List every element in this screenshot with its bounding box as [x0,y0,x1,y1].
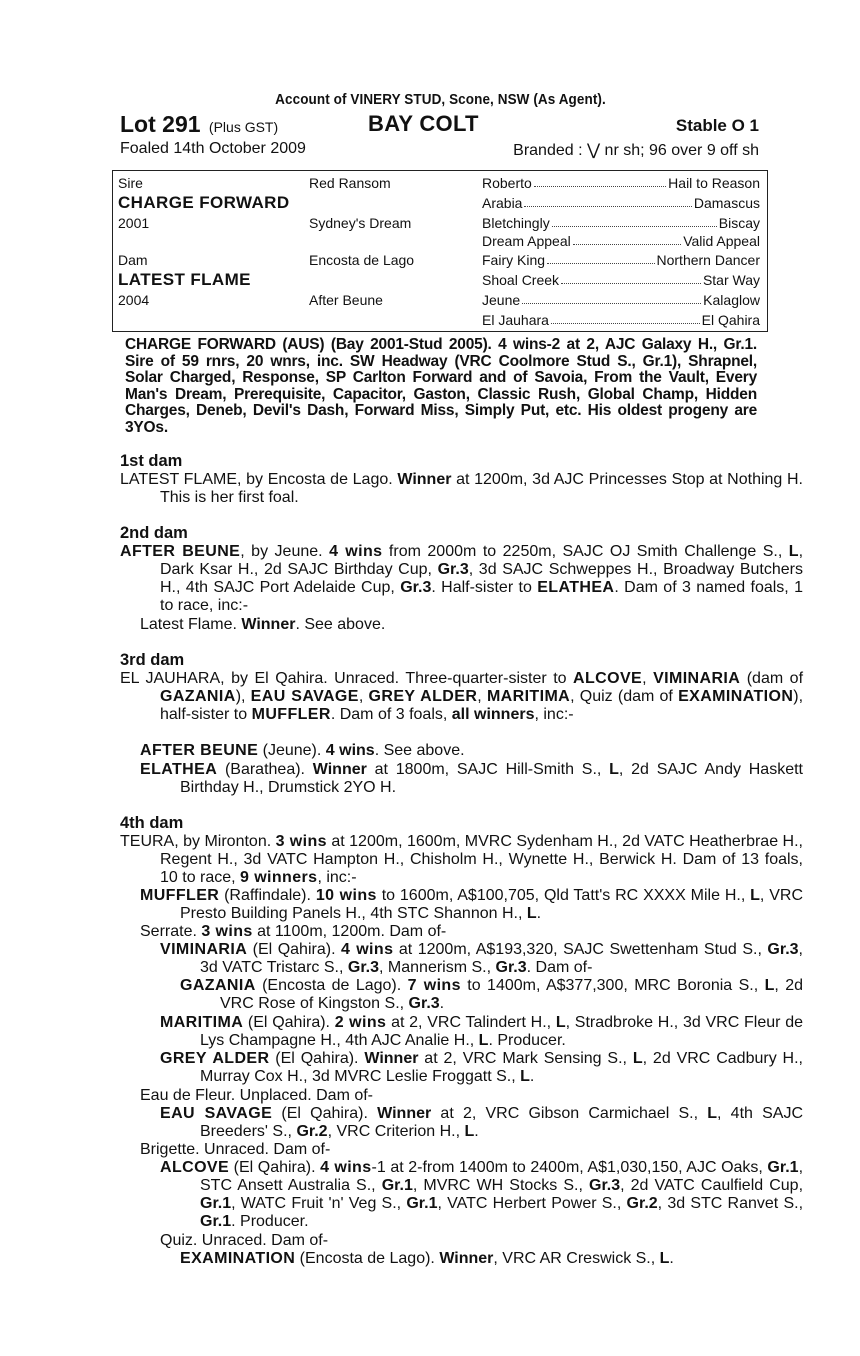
produce-entry: EAU SAVAGE (El Qahira). Winner at 2, VRC Gibson Carmichael S., L, 4th SAJC Breeders' S., Gr.2, VRC Criterion H., L. [160,1105,804,1140]
emphasis-text: GAZANIA [160,688,236,705]
emphasis-text: ALCOVE [160,1159,230,1176]
emphasis-text: L [632,1050,643,1067]
emphasis-text: L [707,1105,718,1122]
second-dam-entry: AFTER BEUNE, by Jeune. 4 wins from 2000m to 2250m, SAJC OJ Smith Challenge S., L, Dark Ksar H., 2d SAJC Birthday Cup, Gr.3, 3d SAJC Schweppes H., Broadway Butchers H., 4th SAJC Port Adelaide Cup, Gr.3. Half-sister to ELATHEA. Dam of 3 named foals, 1 to race, inc:- [120,543,804,614]
gst-note: (Plus GST) [208,119,279,135]
emphasis-text: Winner [377,1105,432,1122]
dam-dam: After Beune [309,292,383,308]
ancestor-right: Valid Appeal [683,233,760,249]
ancestor-left: Fairy King [482,252,546,268]
emphasis-text: AFTER BEUNE [120,543,241,560]
leader-dots [522,292,701,304]
emphasis-text: L [659,1250,670,1267]
emphasis-text: L [478,1032,489,1049]
ancestor-right: Northern Dancer [656,252,760,268]
produce-entry: GREY ALDER (El Qahira). Winner at 2, VRC Mark Sensing S., L, 2d VRC Cadbury H., Murray Cox H., 3d MVRC Leslie Froggatt S., L. [160,1050,803,1085]
emphasis-text: 10 wins [315,887,377,904]
emphasis-text: EAU SAVAGE [250,688,359,705]
emphasis-text: Gr.3 [589,1177,621,1194]
ancestor-left: Dream Appeal [482,233,571,249]
dam-name: LATEST FLAME [118,270,251,289]
fourth-dam-entry: TEURA, by Mironton. 3 wins at 1200m, 1600m, MVRC Sydenham H., 2d VATC Heatherbrae H., Regent H., 3d VATC Hampton H., Chisholm H., Wynette H., Berwick H. Dam of 13 foals, 10 to race, 9 winners, inc:- [120,833,803,886]
ancestor-row [482,292,760,308]
emphasis-text: ELATHEA [537,579,615,596]
ancestor-right: Star Way [702,272,760,288]
emphasis-text: VIMINARIA [160,941,248,958]
emphasis-text: Gr.3 [437,561,469,578]
ancestor-left: Shoal Creek [482,272,560,288]
horse-description: BAY COLT [368,111,479,136]
sire-year: 2001 [118,215,150,231]
stable-number: Stable O 1 [675,116,759,135]
sire-name: CHARGE FORWARD [118,193,290,212]
dam-sire: Encosta de Lago [309,252,415,268]
emphasis-text: Winner [312,761,367,778]
ancestor-row [482,233,760,249]
ancestor-row [482,195,760,211]
produce-entry: Eau de Fleur. Unplaced. Dam of- [140,1087,374,1104]
fourth-dam-heading: 4th dam [120,814,184,832]
ancestor-left: El Jauhara [482,312,549,328]
emphasis-text: Gr.3 [400,579,432,596]
leader-dots [551,312,700,324]
first-dam-heading: 1st dam [120,452,183,470]
third-dam-entry: EL JAUHARA, by El Qahira. Unraced. Three-quarter-sister to ALCOVE, VIMINARIA (dam of GAZANIA), EAU SAVAGE, GREY ALDER, MARITIMA, Quiz (dam of EXAMINATION), half-sister to MUFFLER. Dam of 3 foals, all winners, inc:- [120,670,804,723]
ancestor-right: Hail to Reason [668,175,760,191]
emphasis-text: Winner [241,616,296,633]
emphasis-text: Gr.3 [347,959,380,976]
emphasis-text: 4 wins [320,1159,372,1176]
sire-dam: Sydney's Dream [309,215,412,231]
sire-label: Sire [118,175,143,191]
ancestor-row [482,252,760,268]
produce-entry: Brigette. Unraced. Dam of- [140,1141,331,1158]
ancestor-row [482,272,760,288]
produce-entry: MUFFLER (Raffindale). 10 wins to 1600m, A$100,705, Qld Tatt's RC XXXX Mile H., L, VRC Presto Building Panels H., 4th STC Shannon H., L. [140,887,804,922]
leader-dots [547,252,654,264]
produce-entry: ELATHEA (Barathea). Winner at 1800m, SAJC Hill-Smith S., L, 2d SAJC Andy Haskett Birthday H., Drumstick 2YO H. [140,761,803,796]
third-dam-heading: 3rd dam [120,651,185,669]
emphasis-text: 9 winners [240,869,318,886]
ancestor-left: Roberto [482,175,532,191]
emphasis-text: Winner [364,1050,419,1067]
emphasis-text: L [526,905,537,922]
emphasis-text: Gr.3 [408,995,440,1012]
produce-entry: Quiz. Unraced. Dam of- [160,1232,329,1249]
ancestor-right: Biscay [718,215,760,231]
lot-number [120,111,278,138]
sire-sire: Red Ransom [309,175,391,191]
produce-entry: MARITIMA (El Qahira). 2 wins at 2, VRC Talindert H., L, Stradbroke H., 3d VRC Fleur de Lys Champagne H., 4th AJC Analie H., L. Producer. [160,1014,804,1049]
emphasis-text: Gr.3 [495,959,527,976]
first-dam-entry: LATEST FLAME, by Encosta de Lago. Winner at 1200m, 3d AJC Princesses Stop at Nothing H. This is her first foal. [120,471,803,506]
emphasis-text: Gr.1 [406,1195,438,1212]
emphasis-text: L [555,1014,566,1031]
second-dam-heading: 2nd dam [120,524,188,542]
emphasis-text: Gr.3 [767,941,799,958]
emphasis-text: ELATHEA [140,761,218,778]
emphasis-text: L [788,543,799,560]
emphasis-text: Gr.2 [296,1123,328,1140]
produce-entry: ALCOVE (El Qahira). 4 wins-1 at 2-from 1400m to 2400m, A$1,030,150, AJC Oaks, Gr.1, STC Ansett Australia S., Gr.1, MVRC WH Stocks S., Gr.3, 2d VATC Caulfield Cup, Gr.1, WATC Fruit 'n' Veg S., Gr.1, VATC Herbert Power S., Gr.2, 3d STC Ranvet S., Gr.1. Producer. [160,1159,804,1230]
emphasis-text: VIMINARIA [653,670,741,687]
emphasis-text: Winner [397,471,452,488]
foaled-date: Foaled 14th October 2009 [120,140,306,157]
sire-summary: CHARGE FORWARD (AUS) (Bay 2001-Stud 2005). 4 wins-2 at 2, AJC Galaxy H., Gr.1. Sire of 59 rnrs, 20 wnrs, inc. SW Headway (VRC Coolmore Stud S., Gr.1), Shrapnel, Solar Charged, Response, SP Carlton Forward and of Savoia, From the Vault, Every Man's Dream, Prerequisite, Capacitor, Gaston, Classic Rush, Global Champ, Hidden Charges, Deneb, Devil's Dash, Forward Miss, Simply Put, etc. His oldest progeny are 3YOs. [125,336,757,436]
produce-entry: EXAMINATION (Encosta de Lago). Winner, VRC AR Creswick S., L. [180,1250,674,1267]
ancestor-left: Jeune [482,292,521,308]
leader-dots [573,233,681,245]
emphasis-text: GREY ALDER [368,688,478,705]
emphasis-text: Winner [439,1250,494,1267]
ancestor-row [482,312,760,328]
emphasis-text: all winners [451,706,535,723]
lot-label: Lot 291 [120,111,201,137]
emphasis-text: Gr.1 [381,1177,413,1194]
emphasis-text: 4 wins [341,941,394,958]
leader-dots [552,215,717,227]
emphasis-text: MUFFLER [140,887,220,904]
ancestor-row [482,215,760,231]
leader-dots [534,175,666,187]
ancestor-left: Arabia [482,195,523,211]
emphasis-text: 4 wins [325,742,375,759]
emphasis-text: 3 wins [275,833,327,850]
vendor-account: Account of VINERY STUD, Scone, NSW (As Agent). [275,91,606,108]
emphasis-text: L [750,887,760,904]
emphasis-text: L [464,1123,475,1140]
produce-entry: Serrate. 3 wins at 1100m, 1200m. Dam of- [140,923,447,940]
emphasis-text: EAU SAVAGE [160,1105,273,1122]
emphasis-text: EXAMINATION [180,1250,296,1267]
emphasis-text: EXAMINATION [678,688,794,705]
emphasis-text: Gr.2 [626,1195,658,1212]
pedigree-table [112,170,768,332]
emphasis-text: Gr.1 [767,1159,799,1176]
emphasis-text: MARITIMA [486,688,571,705]
emphasis-text: AFTER BEUNE [140,742,259,759]
emphasis-text: L [764,977,775,994]
leader-dots [561,272,701,284]
produce-entry: VIMINARIA (El Qahira). 4 wins at 1200m, A$193,320, SAJC Swettenham Stud S., Gr.3, 3d VATC Tristarc S., Gr.3, Mannerism S., Gr.3. Dam of- [160,941,803,976]
emphasis-text: Gr.1 [200,1195,232,1212]
produce-entry: GAZANIA (Encosta de Lago). 7 wins to 1400m, A$377,300, MRC Boronia S., L, 2d VRC Rose of Kingston S., Gr.3. [180,977,804,1012]
produce-entry: Latest Flame. Winner. See above. [140,616,386,633]
emphasis-text: Gr.1 [200,1213,232,1230]
emphasis-text: MUFFLER [251,706,331,723]
emphasis-text: 4 wins [329,543,383,560]
emphasis-text: 2 wins [334,1014,387,1031]
produce-entry: AFTER BEUNE (Jeune). 4 wins. See above. [140,742,465,759]
emphasis-text: MARITIMA [160,1014,244,1031]
emphasis-text: GREY ALDER [160,1050,270,1067]
ancestor-right: Damascus [693,195,760,211]
leader-dots [524,195,691,207]
ancestor-row [482,175,760,191]
dam-year: 2004 [118,292,150,308]
dam-label: Dam [118,252,148,268]
emphasis-text: 3 wins [201,923,253,940]
emphasis-text: GAZANIA [180,977,256,994]
emphasis-text: 7 wins [407,977,461,994]
ancestor-right: El Qahira [701,312,760,328]
emphasis-text: ALCOVE [573,670,643,687]
emphasis-text: L [609,761,619,778]
ancestor-left: Bletchingly [482,215,550,231]
ancestor-right: Kalaglow [703,292,760,308]
brand-marks: Branded : ⋁ nr sh; 96 over 9 off sh [513,142,759,159]
emphasis-text: L [520,1068,530,1085]
